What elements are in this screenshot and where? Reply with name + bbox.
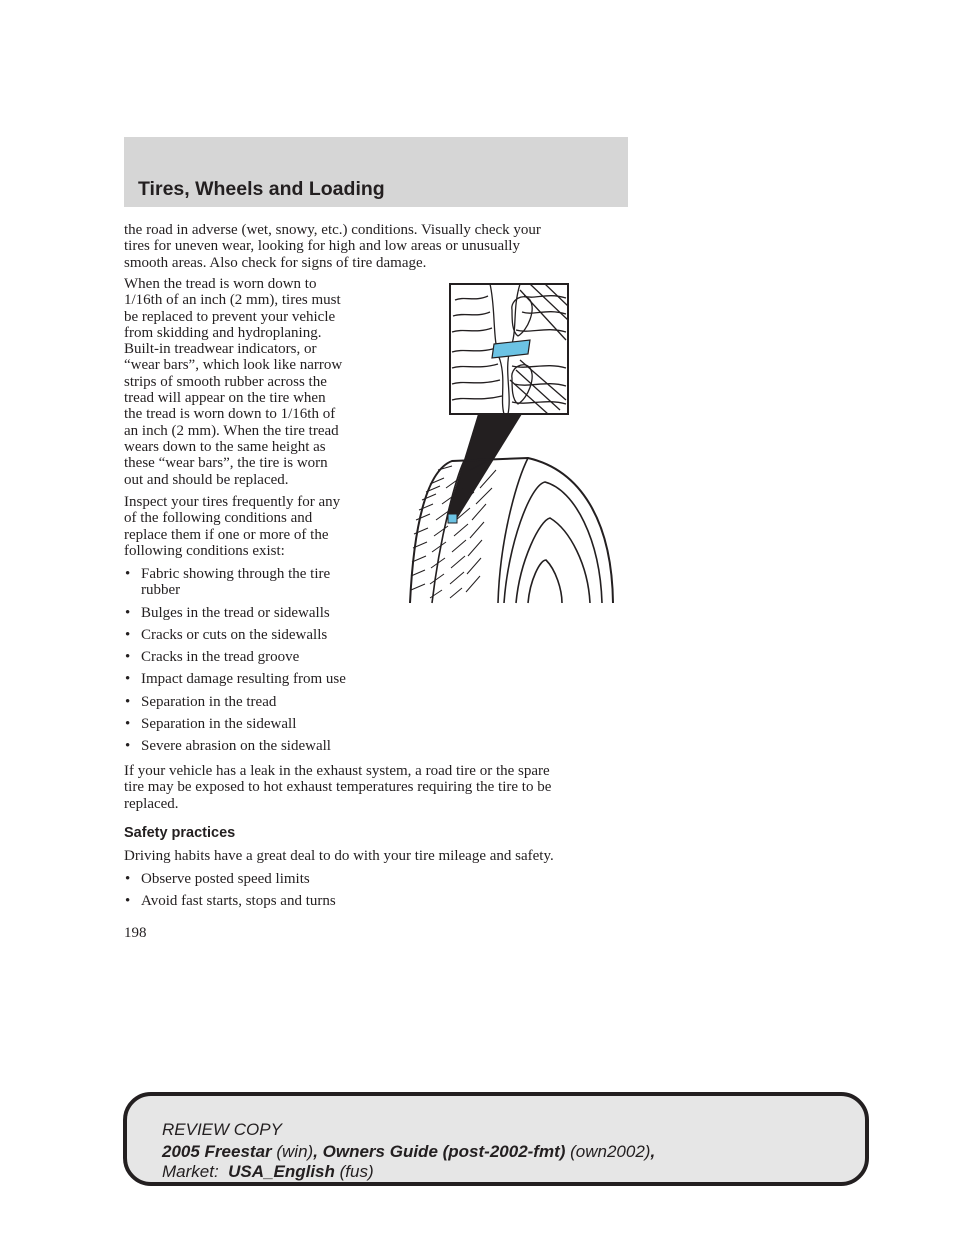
text-line: When the tread is worn down to [124,276,317,292]
list-item: • Observe posted speed limits [124,871,336,887]
text-line: “wear bars”, which look like narrow [124,357,343,374]
section-title: Tires, Wheels and Loading [138,178,385,200]
safety-list [124,871,336,910]
list-item: • Bulges in the tread or sidewalls [124,605,346,621]
list-item: • Separation in the sidewall [124,716,346,732]
text-line: tread will appear on the tire when [124,390,326,407]
list-item: • Severe abrasion on the sidewall [124,738,346,754]
text-line: following conditions exist: [124,542,285,559]
list-item: • Cracks in the tread groove [124,649,346,665]
text-line: replace them if one or more of the [124,526,329,543]
text-line: from skidding and hydroplaning. [124,324,322,341]
text-line: be replaced to prevent your vehicle [124,308,336,325]
text-line: these “wear bars”, the tire is worn [124,455,328,472]
list-item: • Fabric showing through the tire rubber [124,566,346,599]
text-line: Built-in treadwear indicators, or [124,341,317,358]
list-item: • Cracks or cuts on the sidewalls [124,627,346,643]
review-copy-box [123,1092,869,1186]
safety-heading: Safety practices [124,825,236,841]
tire-wear-bar-illustration [406,280,618,606]
page-number: 198 [124,925,147,941]
text-line: of the following conditions and [124,510,313,527]
section-header [124,137,628,207]
text-line: the tread is worn down to 1/16th of [124,406,336,423]
text-line: strips of smooth rubber across the [124,373,327,390]
text-line: wears down to the same height as [124,438,326,455]
text-line: 1/16th of an inch (2 mm), tires must [124,292,341,309]
text-line: tire may be exposed to hot exhaust temperatures requiring the tire to be [124,779,552,796]
text-line: tires for uneven wear, looking for high and low areas or unusually [124,238,520,255]
text-line: replaced. [124,795,179,812]
text-line: an inch (2 mm). When the tire tread [124,422,339,439]
text-line: the road in adverse (wet, snowy, etc.) conditions. Visually check your [124,222,541,238]
review-copy-market-line: Market: USA_English (fus) [162,1162,374,1181]
list-item: • Separation in the tread [124,694,346,710]
review-copy-guide-line: 2005 Freestar (win), Owners Guide (post-2002-fmt) (own2002), [162,1142,656,1161]
exhaust-paragraph [124,763,551,812]
tread-wear-paragraph [124,276,342,488]
tire-conditions-list [124,566,346,755]
text-line: out and should be replaced. [124,471,289,488]
intro-paragraph [124,222,541,271]
review-copy-label: REVIEW COPY [162,1120,282,1139]
list-item: • Impact damage resulting from use [124,671,346,687]
text-line: smooth areas. Also check for signs of tire damage. [124,254,427,271]
inspect-paragraph [124,494,340,559]
list-item: • Avoid fast starts, stops and turns [124,893,336,909]
wear-bar-marker [448,514,457,523]
tread-pattern [411,462,496,598]
safety-intro: Driving habits have a great deal to do with your tire mileage and safety. [124,848,554,864]
text-line: Inspect your tires frequently for any [124,494,341,510]
text-line: If your vehicle has a leak in the exhaust system, a road tire or the spare [124,763,550,779]
